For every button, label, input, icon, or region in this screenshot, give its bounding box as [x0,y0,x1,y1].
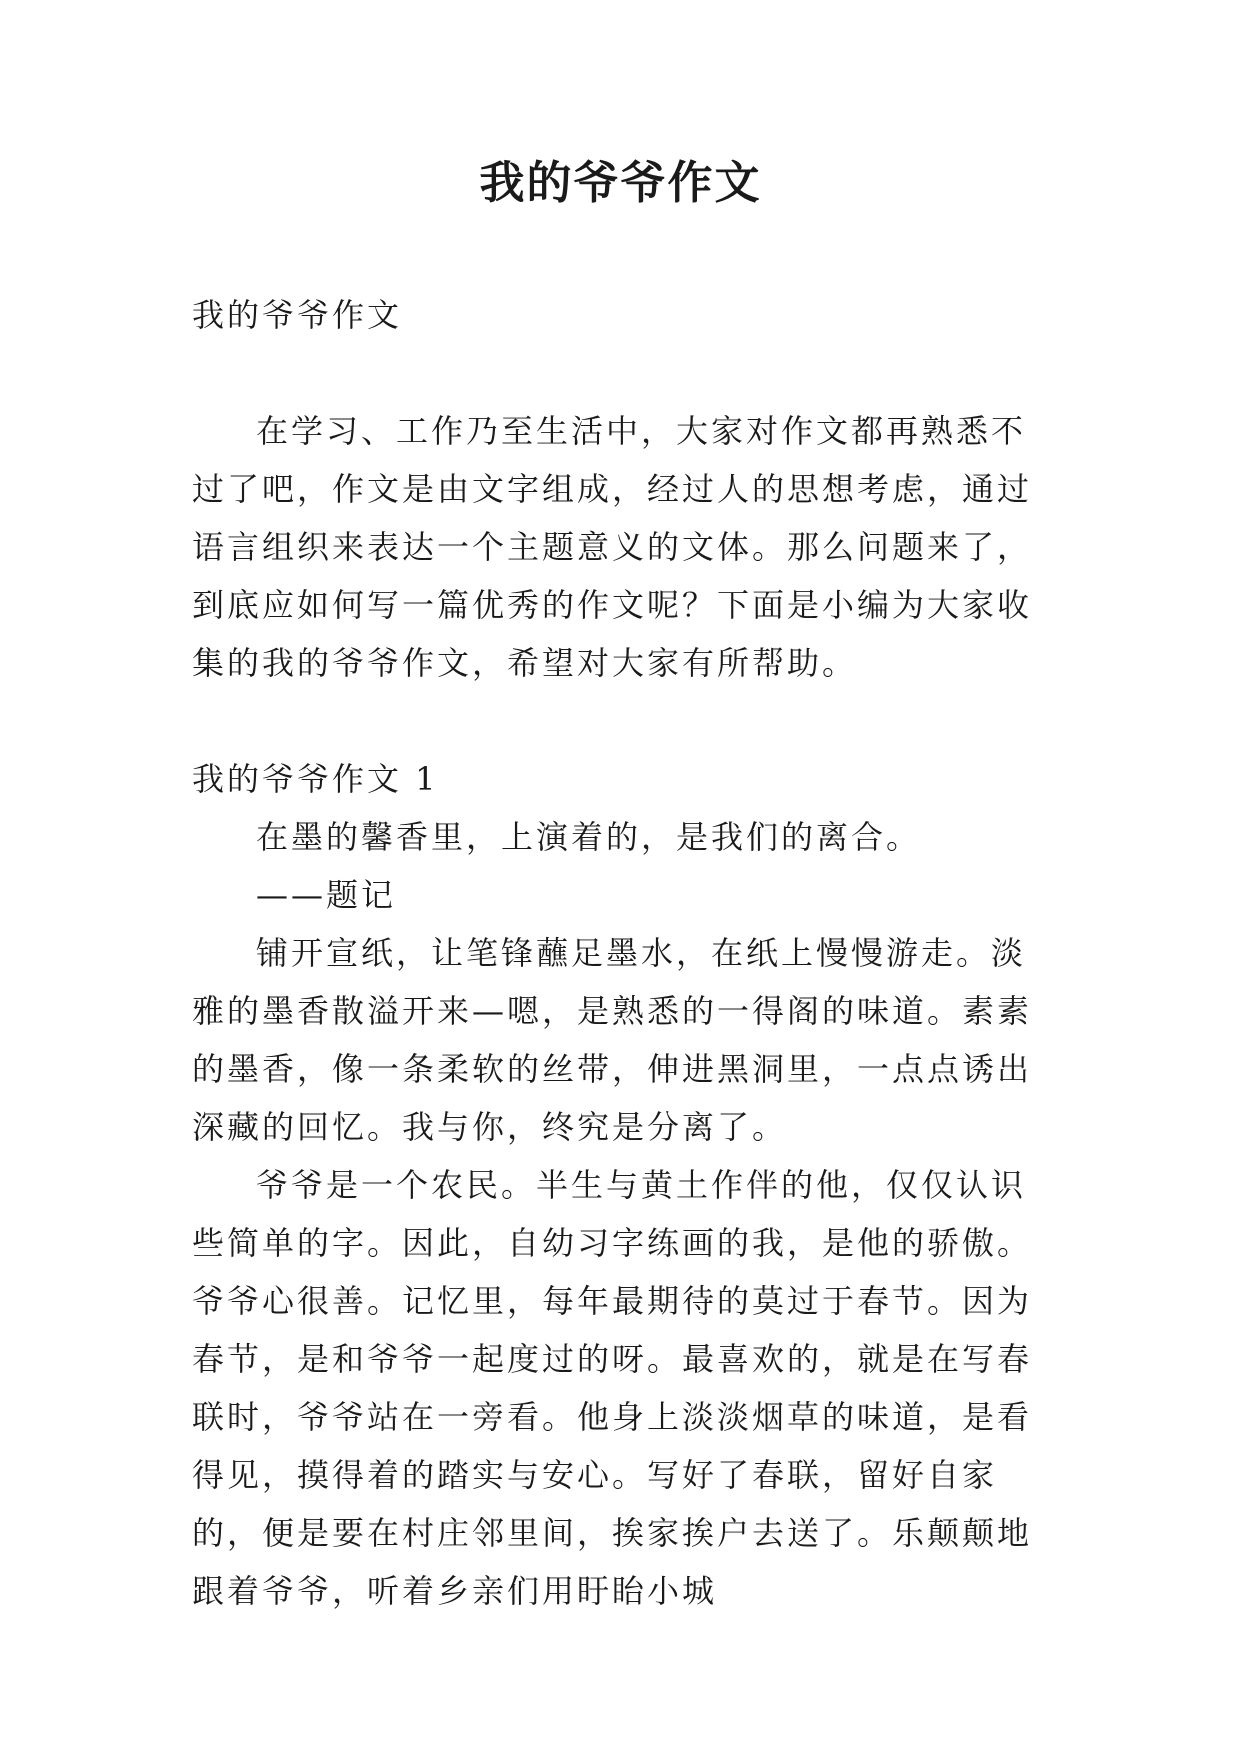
document-body [192,286,1060,1620]
document-subtitle: 我的爷爷作文 [192,296,403,334]
body-paragraph-1: 铺开宣纸，让笔锋蘸足墨水，在纸上慢慢游走。淡雅的墨香散溢开来—嗯，是熟悉的一得阁的味道。素素的墨香，像一条柔软的丝带，伸进黑洞里，一点点诱出深藏的回忆。我与你，终究是分离了。 [192,934,1033,1146]
section-heading: 我的爷爷作文 1 [192,760,439,798]
document-title: 我的爷爷作文 [479,156,762,209]
epigraph: 在墨的馨香里，上演着的，是我们的离合。 [256,818,922,856]
intro-paragraph: 在学习、工作乃至生活中，大家对作文都再熟悉不过了吧，作文是由文字组成，经过人的思想考虑，通过语言组织来表达一个主题意义的文体。那么问题来了，到底应如何写一篇优秀的作文呢？下面是小编为大家收集的我的爷爷作文，希望对大家有所帮助。 [192,412,1033,682]
epigraph-attribution: ——题记 [256,876,397,914]
body-paragraph-2: 爷爷是一个农民。半生与黄土作伴的他，仅仅认识些简单的字。因此，自幼习字练画的我，是他的骄傲。爷爷心很善。记忆里，每年最期待的莫过于春节。因为春节，是和爷爷一起度过的呀。最喜欢的，就是在写春联时，爷爷站在一旁看。他身上淡淡烟草的味道，是看得见，摸得着的踏实与安心。写好了春联，留好自家的，便是要在村庄邻里间，挨家挨户去送了。乐颠颠地跟着爷爷，听着乡亲们用盱眙小城 [192,1166,1033,1610]
